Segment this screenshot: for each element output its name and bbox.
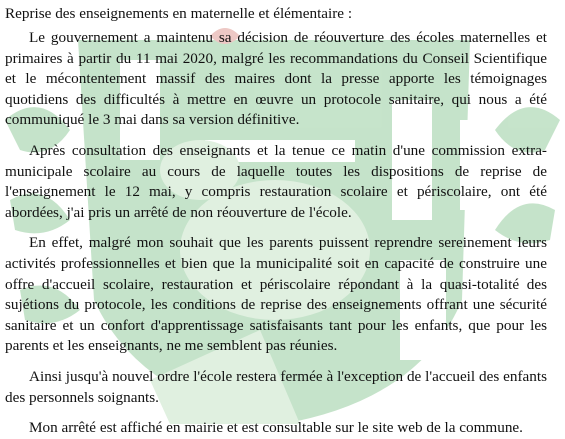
paragraph: Après consultation des enseignants et la tenue ce matin d'une commission extra-municipale scolaire au cours de laquelle toutes les dispositions de reprise de l'enseignement le 12 mai, y compris restauration scolaire et périscolaire, ont été abordées, j'ai pris un arrêté de non réouverture de l'école. — [5, 141, 547, 221]
document-heading: Reprise des enseignements en maternelle et élémentaire : — [5, 5, 353, 22]
paragraph: Mon arrêté est affiché en mairie et est consultable sur le site web de la commune. — [29, 419, 523, 437]
paragraph: Le gouvernement a maintenu sa décision de réouverture des écoles maternelles et primaires à partir du 11 mai 2020, malgré les recommandations du Conseil Scientifique et le mécontentement massif des maires dont la presse apporte les témoignages quotidiens des difficultés à mettre en œuvre un protocole sanitaire, qui nous a été communiqué le 3 mai dans sa version définitive. — [5, 29, 547, 129]
paragraph: En effet, malgré mon souhait que les parents puissent reprendre sereinement leurs activités professionnelles et bien que la municipalité soit en capacité de construire une offre d'accueil scolaire, restauration et périscolaire répondant à la quasi-totalité des sujétions du protocole, les conditions de reprise des enseignements offrant une sécurité sanitaire et un confort d'apprentissage satisfaisants tant pour les enfants, que pour les parents et les enseignants, ne me semblent pas réunies. — [5, 234, 547, 355]
paragraph: Ainsi jusqu'à nouvel ordre l'école restera fermée à l'exception de l'accueil des enfants des personnels soignants. — [5, 367, 547, 406]
